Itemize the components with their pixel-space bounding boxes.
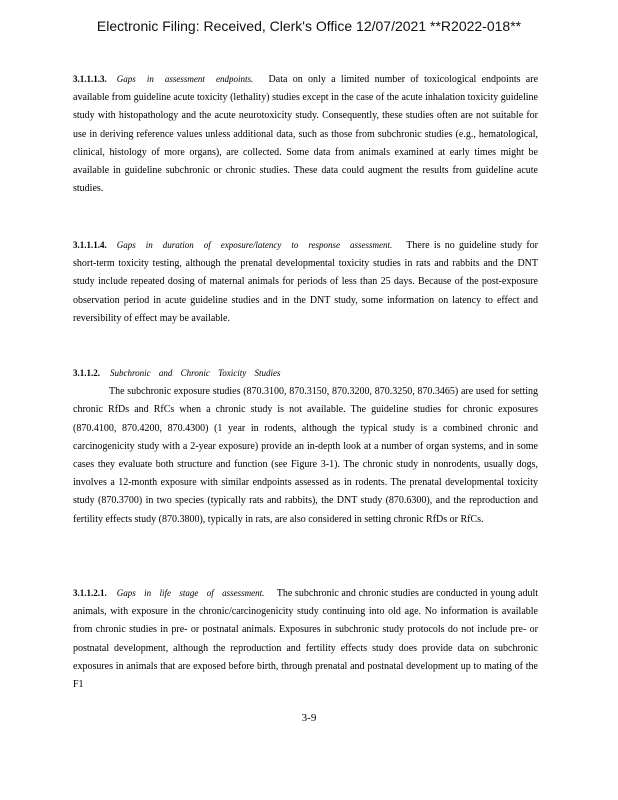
filing-stamp-header: Electronic Filing: Received, Clerk's Office 12/07/2021 **R2022-018** <box>96 18 522 34</box>
section-body: Data on only a limited number of toxicological endpoints are available from guideline acute toxicity (lethality) studies except in the case of the acute inhalation toxicity guideline study with histopathology and the acute neurotoxicity study. Consequently, these studies often are not suitable for use in deriving reference values unless additional data, such as those from subchronic studies (e.g., hematological, clinical, histology of more organs), are collected. Some data from animals examined at early times might be available in guideline subchronic or chronic studies. These data could augment the results from guideline acute studies. <box>73 74 539 195</box>
section-body: The subchronic exposure studies (870.3100, 870.3150, 870.3200, 870.3250, 870.3465) are used for setting chronic RfDs and RfCs when a chronic study is not available. The guideline studies for chronic exposures (870.4100, 870.4200, 870.4300) (1 year in rodents, although the typical study is a combined chronic and carcinogenicity study with a 2-year exposure) provide an in-depth look at a number of organ systems, and in some cases they evaluate both structure and function (see Figure 3-1). The chronic study in nonrodents, usually dogs, involves a 12-month exposure with similar endpoints assessed as in rodents. The prenatal developmental toxicity study (870.3700) in two species (typically rats and rabbits), the DNT study (870.6300), and the reproduction and fertility effects study (870.3800), typically in rats, are also considered in setting chronic RfDs or RfCs. <box>73 386 538 525</box>
section-number: 3.1.1.1.4. <box>73 240 107 250</box>
section-3-1-1-1-4 <box>73 236 538 328</box>
section-3-1-1-2-1 <box>73 584 538 694</box>
page-number: 3-9 <box>301 712 317 724</box>
section-number: 3.1.1.2.1. <box>73 588 107 598</box>
section-heading: Subchronic and Chronic Toxicity Studies <box>110 368 281 378</box>
section-3-1-1-2 <box>73 364 538 529</box>
section-3-1-1-1-3 <box>73 70 538 198</box>
section-body: There is no guideline study for short-term toxicity testing, although the prenatal developmental toxicity studies in rats and rabbits and the DNT study include repeated dosing of maternal animals for periods of less than 25 days. Because of the post-exposure observation period in acute guideline studies and in the DNT study, some information on latency to effect and reversibility of effect may be available. <box>73 240 538 324</box>
section-number: 3.1.1.2. <box>73 368 100 378</box>
section-body: The subchronic and chronic studies are conducted in young adult animals, with exposure in the chronic/carcinogenicity study continuing into old age. No information is available from chronic studies in pre- or postnatal animals. Exposures in subchronic study protocols do not include pre- or postnatal development, although the reproduction and fertility effects study does provide data on subchronic exposures in animals that are exposed before birth, through prenatal and postnatal development up to mating of the F1 <box>73 588 538 691</box>
section-title: Gaps in life stage of assessment. <box>116 588 265 598</box>
section-number: 3.1.1.1.3. <box>73 74 107 84</box>
section-title: Gaps in duration of exposure/latency to response assessment. <box>116 240 393 250</box>
section-title: Gaps in assessment endpoints. <box>116 74 254 84</box>
